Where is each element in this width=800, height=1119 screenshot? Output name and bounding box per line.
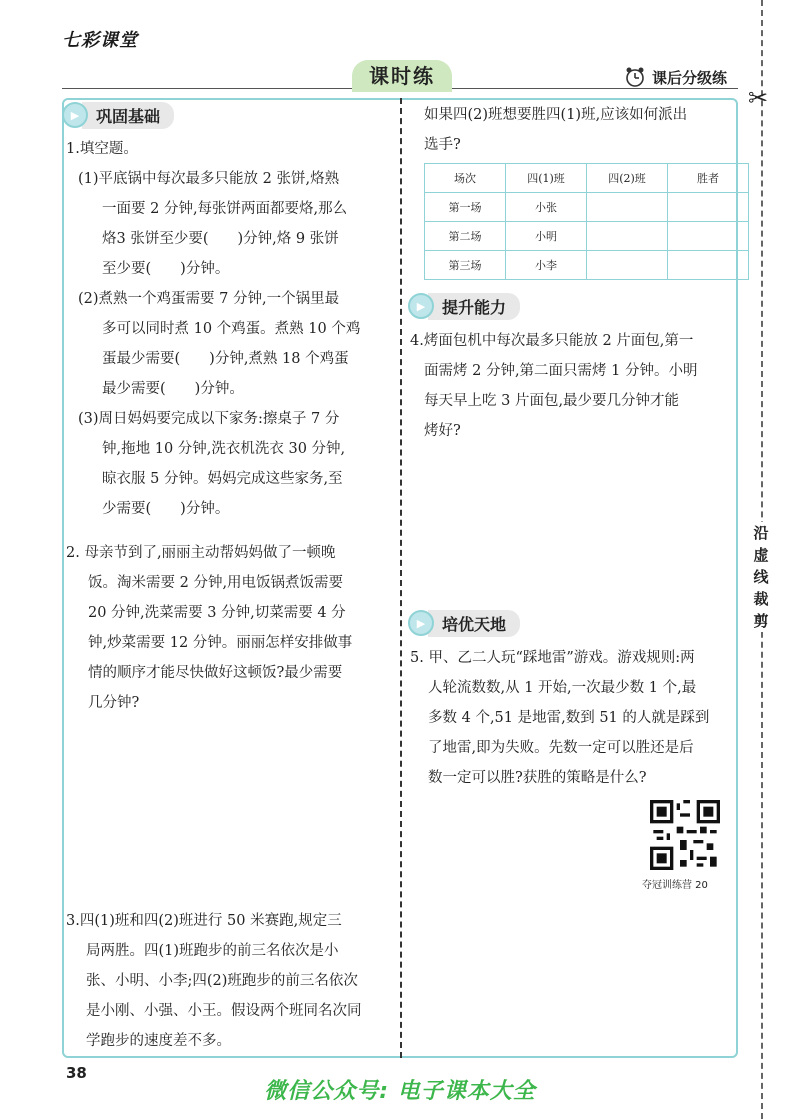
question-5: 5. 甲、乙二人玩“踩地雷”游戏。游戏规则:两 人轮流数数,从 1 开始,一次最少数 1 个,最 多数 4 个,51 是地雷,数到 51 的人就是踩到 了地雷,即为失败。先数一定可以胜还是后 数一定可以胜?获胜的策略是什么?: [410, 650, 710, 786]
question-3-continued: 如果四(2)班想要胜四(1)班,应该如何派出 选手?: [424, 107, 688, 153]
table-header: 场次: [425, 164, 506, 193]
page-title: 课时练: [352, 60, 452, 92]
header-badge: [624, 66, 727, 88]
section-title: 提升能力: [428, 293, 520, 320]
brand-logo: 七彩课堂: [62, 30, 138, 51]
column-divider: [400, 98, 402, 1058]
table-cell: [668, 251, 749, 280]
section-improve: [408, 293, 520, 319]
question-3: 3.四(1)班和四(2)班进行 50 米赛跑,规定三 局两胜。四(1)班跑步的前三名依次是小 张、小明、小李;四(2)班跑步的前三名依次 是小刚、小强、小王。假设两个班同名次同 学跑步的速度差不多。: [66, 913, 362, 1049]
table-cell: [587, 251, 668, 280]
qr-caption: 夺冠训练营 20: [642, 880, 708, 891]
section-basic: [62, 102, 174, 128]
table-row: [425, 193, 749, 222]
table-header: 胜者: [668, 164, 749, 193]
section-title: 巩固基础: [82, 102, 174, 129]
table-cell: 第一场: [425, 193, 506, 222]
section-title: 培优天地: [428, 610, 520, 637]
qr-code-icon[interactable]: [650, 800, 720, 870]
table-cell: [668, 193, 749, 222]
table-cell: 第三场: [425, 251, 506, 280]
alarm-clock-icon: [624, 66, 646, 88]
table-cell: 小李: [506, 251, 587, 280]
table-header: 四(1)班: [506, 164, 587, 193]
play-icon: ▶: [408, 293, 434, 319]
table-row: [425, 251, 749, 280]
table-cell: 小张: [506, 193, 587, 222]
question-1: 1.填空题。 (1)平底锅中每次最多只能放 2 张饼,烙熟 一面要 2 分钟,每张饼两面都要烙,那么 烙3 张饼至少要( )分钟,烙 9 张饼 至少要( )分钟。 (2)煮熟一个鸡蛋需要 7 分钟,一个锅里最 多可以同时煮 10 个鸡蛋。煮熟 10 个鸡 蛋最少需要( )分钟,煮熟 18 个鸡蛋 最少需要( )分钟。 (3)周日妈妈要完成以下家务:擦桌子 7 分 钟,拖地 10 分钟,洗衣机洗衣 30 分钟, 晾衣服 5 分钟。妈妈完成这些家务,至 少需要( )分钟。: [66, 141, 361, 517]
table-cell: 小明: [506, 222, 587, 251]
scissors-icon: ✂: [748, 84, 769, 112]
table-cell: [587, 193, 668, 222]
page-number: 38: [66, 1064, 87, 1082]
table-header-row: [425, 164, 749, 193]
table-cell: [668, 222, 749, 251]
footer-watermark: 微信公众号: 电子课本大全: [264, 1079, 536, 1104]
table-header: 四(2)班: [587, 164, 668, 193]
question-2: 2. 母亲节到了,丽丽主动帮妈妈做了一顿晚 饭。淘米需要 2 分钟,用电饭锅煮饭需要 20 分钟,洗菜需要 3 分钟,切菜需要 4 分 钟,炒菜需要 12 分钟。丽丽怎样安排做事 情的顺序才能尽快做好这顿饭?最少需要 几分钟?: [66, 545, 353, 711]
play-icon: ▶: [62, 102, 88, 128]
cut-label: 沿 虚 线 裁 剪: [748, 522, 774, 632]
table-cell: [587, 222, 668, 251]
table-cell: 第二场: [425, 222, 506, 251]
play-icon: ▶: [408, 610, 434, 636]
header-right-label: 课后分级练: [652, 68, 728, 87]
table-row: [425, 222, 749, 251]
question-4: 4.烤面包机中每次最多只能放 2 片面包,第一 面需烤 2 分钟,第二面只需烤 1 分钟。小明 每天早上吃 3 片面包,最少要几分钟才能 烤好?: [410, 333, 698, 439]
section-advanced: [408, 610, 520, 636]
match-table: [424, 163, 749, 280]
